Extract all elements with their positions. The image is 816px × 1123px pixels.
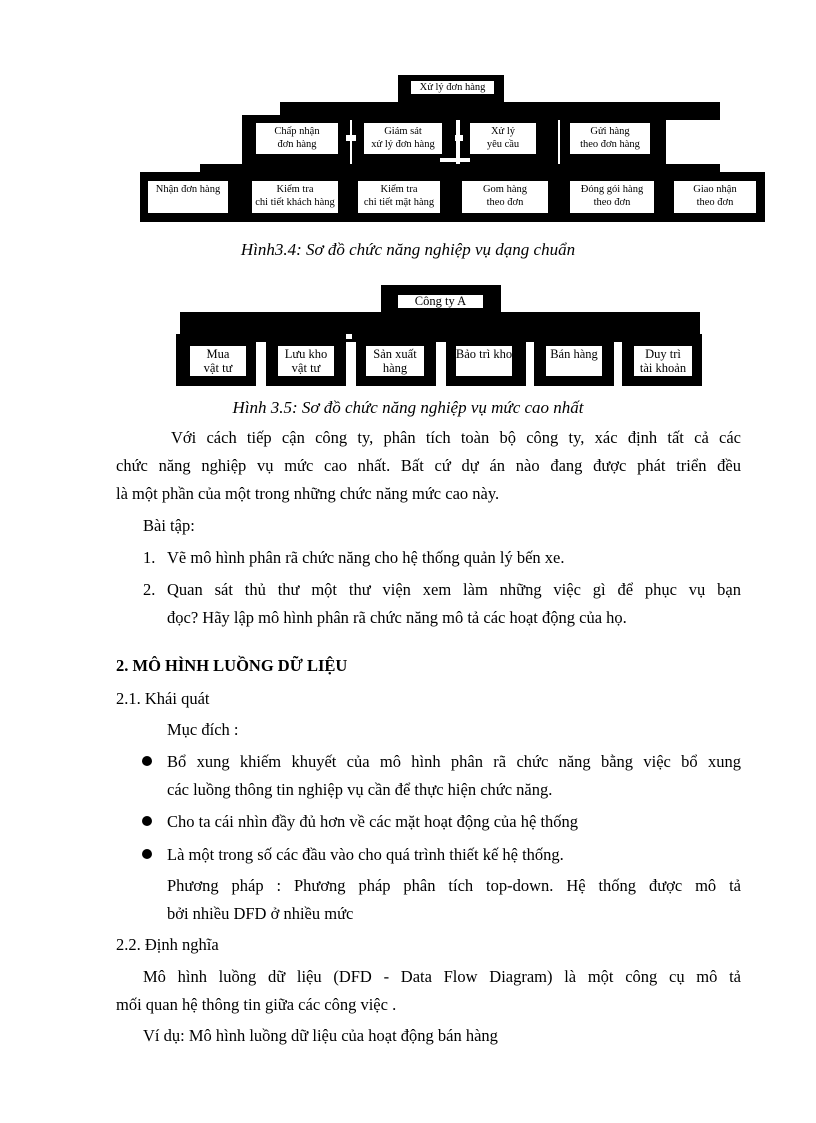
bullet-3-text: Là một trong số các đầu vào cho quá trình thiết kế hệ thống. bbox=[167, 845, 564, 864]
box-line2: đơn hàng bbox=[277, 139, 317, 150]
exercise-1-text: Vẽ mô hình phân rã chức năng cho hệ thống quản lý bến xe. bbox=[167, 548, 565, 567]
bullet-1-line-2: các luồng thông tin nghiệp vụ cần để thực hiện chức năng. bbox=[167, 780, 553, 799]
fig35-box-6 bbox=[628, 347, 698, 375]
fig35-box-1 bbox=[190, 347, 246, 375]
box-line1: Lưu kho bbox=[284, 347, 328, 361]
box-line2: hàng bbox=[382, 361, 408, 375]
box-line1: Gửi hàng bbox=[590, 126, 630, 137]
box-line1: Duy trì bbox=[645, 347, 681, 361]
fig35-box-2 bbox=[278, 347, 334, 375]
purpose-label: Mục đích : bbox=[167, 720, 239, 739]
box-line1: Sản xuất bbox=[373, 347, 417, 361]
exercise-2-line-1: Quan sát thủ thư một thư viện xem làm những việc gì để phục vụ bạn bbox=[167, 580, 741, 599]
box-line2: xử lý đơn hàng bbox=[371, 139, 435, 150]
box-line2: vật tư bbox=[203, 361, 233, 375]
fig34-root-label: Xử lý đơn hàng bbox=[419, 82, 486, 93]
exercise-label: Bài tập: bbox=[143, 516, 195, 535]
box-line1: Xử lý bbox=[490, 126, 516, 137]
method-line-2: bởi nhiều DFD ở nhiều mức bbox=[167, 904, 354, 923]
box-line2: theo đơn hàng bbox=[580, 139, 640, 150]
section-heading: 2. MÔ HÌNH LUỒNG DỮ LIỆU bbox=[116, 656, 348, 675]
fig35-box-3 bbox=[366, 347, 424, 375]
box-line1: Mua bbox=[206, 347, 230, 361]
fig35-box-5 bbox=[542, 347, 606, 361]
box-line1: Kiểm tra bbox=[276, 184, 314, 195]
box-line1: Kiểm tra bbox=[380, 184, 418, 195]
bullet-2-text: Cho ta cái nhìn đầy đủ hơn về các mặt hoạt động của hệ thống bbox=[167, 812, 579, 831]
box-line1: Bán hàng bbox=[550, 347, 598, 361]
box-line2: chi tiết khách hàng bbox=[255, 197, 335, 208]
box-line1: Đóng gói hàng bbox=[580, 184, 644, 195]
paragraph-1-line-1: Với cách tiếp cận công ty, phân tích toàn bộ công ty, xác định tất cả các bbox=[171, 428, 741, 447]
example-line: Ví dụ: Mô hình luồng dữ liệu của hoạt động bán hàng bbox=[143, 1026, 498, 1045]
box-line2: theo đơn bbox=[486, 197, 524, 208]
fig35-root-label: Công ty A bbox=[414, 294, 467, 308]
paragraph-1-line-3: là một phần của một trong những chức năng mức cao này. bbox=[116, 484, 500, 503]
box-line1: Nhận đơn hàng bbox=[155, 184, 221, 195]
box-line2: vật tư bbox=[291, 361, 321, 375]
exercise-2-number: 2. bbox=[143, 580, 156, 599]
bullet-3-dot bbox=[142, 849, 152, 859]
box-line2: theo đơn bbox=[593, 197, 631, 208]
box-line1: Chấp nhận bbox=[274, 126, 320, 137]
exercise-2-line-2: đọc? Hãy lập mô hình phân rã chức năng mô tả các hoạt động của họ. bbox=[167, 608, 627, 627]
exercise-1-number: 1. bbox=[143, 548, 156, 567]
subsection-2-2: 2.2. Định nghĩa bbox=[116, 935, 219, 954]
box-line2: tài khoản bbox=[639, 361, 687, 375]
box-line1: Giám sát bbox=[384, 126, 422, 137]
box-line1: Giao nhận bbox=[693, 184, 737, 195]
definition-line-1: Mô hình luồng dữ liệu (DFD - Data Flow Diagram) là một công cụ mô tả bbox=[143, 967, 741, 986]
bullet-2-dot bbox=[142, 816, 152, 826]
box-line2: theo đơn bbox=[696, 197, 734, 208]
subsection-2-1: 2.1. Khái quát bbox=[116, 689, 210, 708]
figure-3-5-caption: Hình 3.5: Sơ đồ chức năng nghiệp vụ mức cao nhất bbox=[232, 398, 584, 417]
box-line1: Bảo trì kho bbox=[455, 347, 513, 361]
figure-3-4-caption: Hình3.4: Sơ đồ chức năng nghiệp vụ dạng chuẩn bbox=[240, 240, 576, 259]
fig35-box-4 bbox=[450, 347, 518, 361]
box-line2: yêu cầu bbox=[486, 139, 520, 150]
paragraph-1-line-2: chức năng nghiệp vụ mức cao nhất. Bất cứ dự án nào đang được phát triển đều bbox=[116, 456, 741, 475]
bullet-1-dot bbox=[142, 756, 152, 766]
bullet-1-line-1: Bổ xung khiếm khuyết của mô hình phân rã chức năng bằng việc bổ xung bbox=[167, 752, 741, 771]
method-line-1: Phương pháp : Phương pháp phân tích top-down. Hệ thống được mô tả bbox=[167, 876, 741, 895]
definition-line-2: mối quan hệ thông tin giữa các công việc . bbox=[116, 995, 397, 1014]
figure-3-5-diagram bbox=[0, 0, 816, 400]
box-line2: chi tiết mặt hàng bbox=[363, 197, 435, 208]
box-line1: Gom hàng bbox=[482, 184, 528, 195]
